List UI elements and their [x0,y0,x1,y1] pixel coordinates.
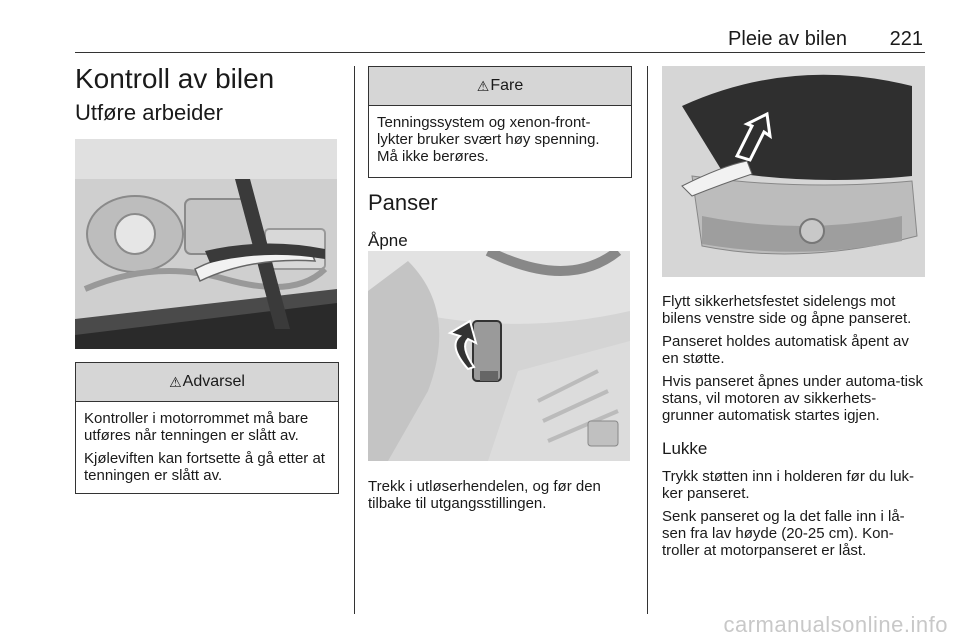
release-lever-illustration [368,251,630,461]
column-1 [75,62,340,126]
body-text: Hvis panseret åpnes under automa-tisk stans, vil motoren av sikkerhets-grunner automatisk startes igjen. [662,373,923,424]
body-text: Trekk i utløserhendelen, og før den tilbake til utgangsstillingen. [368,478,601,512]
subsection-title: Lukke [662,439,708,458]
column-3 [662,293,927,559]
page-title: Kontroll av bilen [75,63,275,94]
section-title: Panser [368,190,438,215]
danger-header [369,67,631,106]
hood-open-illustration [662,66,925,277]
warning-header [76,363,338,402]
engine-bay-illustration [75,139,337,349]
danger-label: Fare [490,77,524,94]
column-2-text [368,478,630,512]
watermark: carmanualsonline.info [723,612,948,637]
danger-text: Tenningssystem og xenon-front-lykter bruker svært høy spenning. Må ikke berøres. [377,114,600,165]
section-title: Pleie av bilen [728,28,847,50]
warning-box [75,362,339,494]
body-text: Panseret holdes automatisk åpent av en støtte. [662,333,909,367]
subsection-title: Åpne [368,231,408,250]
warning-triangle-icon: ⚠ [169,373,182,390]
subsection-title: Utføre arbeider [75,100,223,125]
column-divider [354,66,355,614]
column-divider [647,66,648,614]
column-2 [368,186,630,252]
body-text: Flytt sikkerhetsfestet sidelengs mot bilens venstre side og åpne panseret. [662,293,912,327]
warning-text: Kontroller i motorrommet må bare utføres når tenningen er slått av. [84,410,309,444]
warning-label: Advarsel [182,373,245,390]
page-header [75,28,925,53]
body-text: Senk panseret og la det falle inn i lå-sen fra lav høyde (20-25 cm). Kon-troller at motorpanseret er låst. [662,508,905,559]
body-text: Trykk støtten inn i holderen før du luk-ker panseret. [662,468,915,502]
danger-box [368,66,632,178]
page-number: 221 [889,28,923,50]
warning-triangle-icon: ⚠ [476,77,490,94]
warning-text: Kjøleviften kan fortsette å gå etter at tenningen er slått av. [84,450,325,484]
